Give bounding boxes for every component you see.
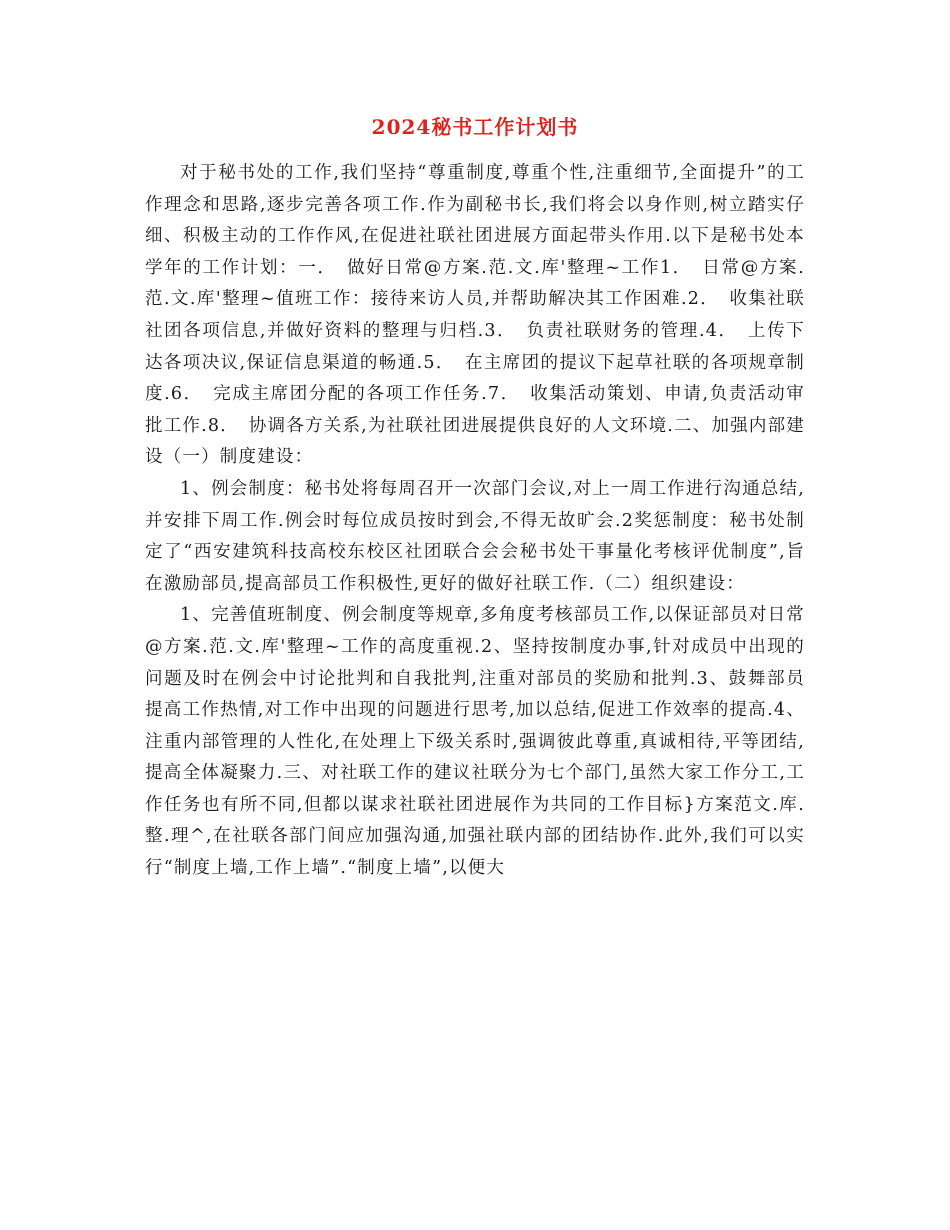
document-title: 2024秘书工作计划书 xyxy=(371,115,579,139)
paragraph-1: 对于秘书处的工作,我们坚持“尊重制度,尊重个性,注重细节,全面提升”的工作理念和思路,逐步完善各项工作.作为副秘书长,我们将会以身作则,树立踏实仔细、积极主动的工作作风,在促进社联社团进展方面起带头作用.以下是秘书处本学年的工作计划：一． 做好日常@方案.范.文.库'整理~工作1． 日常@方案.范.文.库'整理~值班工作：接待来访人员,并帮助解决其工作困难.2． 收集社联社团各项信息,并做好资料的整理与归档.3． 负责社联财务的管理.4． 上传下达各项决议,保证信息渠道的畅通.5． 在主席团的提议下起草社联的各项规章制度.6． 完成主席团分配的各项工作任务.7． 收集活动策划、申请,负责活动审批工作.8． 协调各方关系,为社联社团进展提供良好的人文环境.二、加强内部建设（一）制度建设： xyxy=(145,163,805,468)
document-body xyxy=(145,158,805,885)
paragraph-2: 1、例会制度：秘书处将每周召开一次部门会议,对上一周工作进行沟通总结,并安排下周工作.例会时每位成员按时到会,不得无故旷会.2奖惩制度：秘书处制定了“西安建筑科技高校东校区社团联合会会秘书处干事量化考核评优制度”,旨在激励部员,提高部员工作积极性,更好的做好社联工作.（二）组织建设： xyxy=(145,478,805,594)
paragraph-3: 1、完善值班制度、例会制度等规章,多角度考核部员工作,以保证部员对日常@方案.范.文.库'整理~工作的高度重视.2、坚持按制度办事,针对成员中出现的问题及时在例会中讨论批判和自我批判,注重对部员的奖励和批判.3、鼓舞部员提高工作热情,对工作中出现的问题进行思考,加以总结,促进工作效率的提高.4、注重内部管理的人性化,在处理上下级关系时,强调彼此尊重,真诚相待,平等团结,提高全体凝聚力.三、对社联工作的建议社联分为七个部门,虽然大家工作分工,工作任务也有所不同,但都以谋求社联社团进展作为共同的工作目标}方案范文.库.整.理^,在社联各部门间应加强沟通,加强社联内部的团结协作.此外,我们可以实行“制度上墙,工作上墙”.“制度上墙”,以便大 xyxy=(145,605,805,879)
